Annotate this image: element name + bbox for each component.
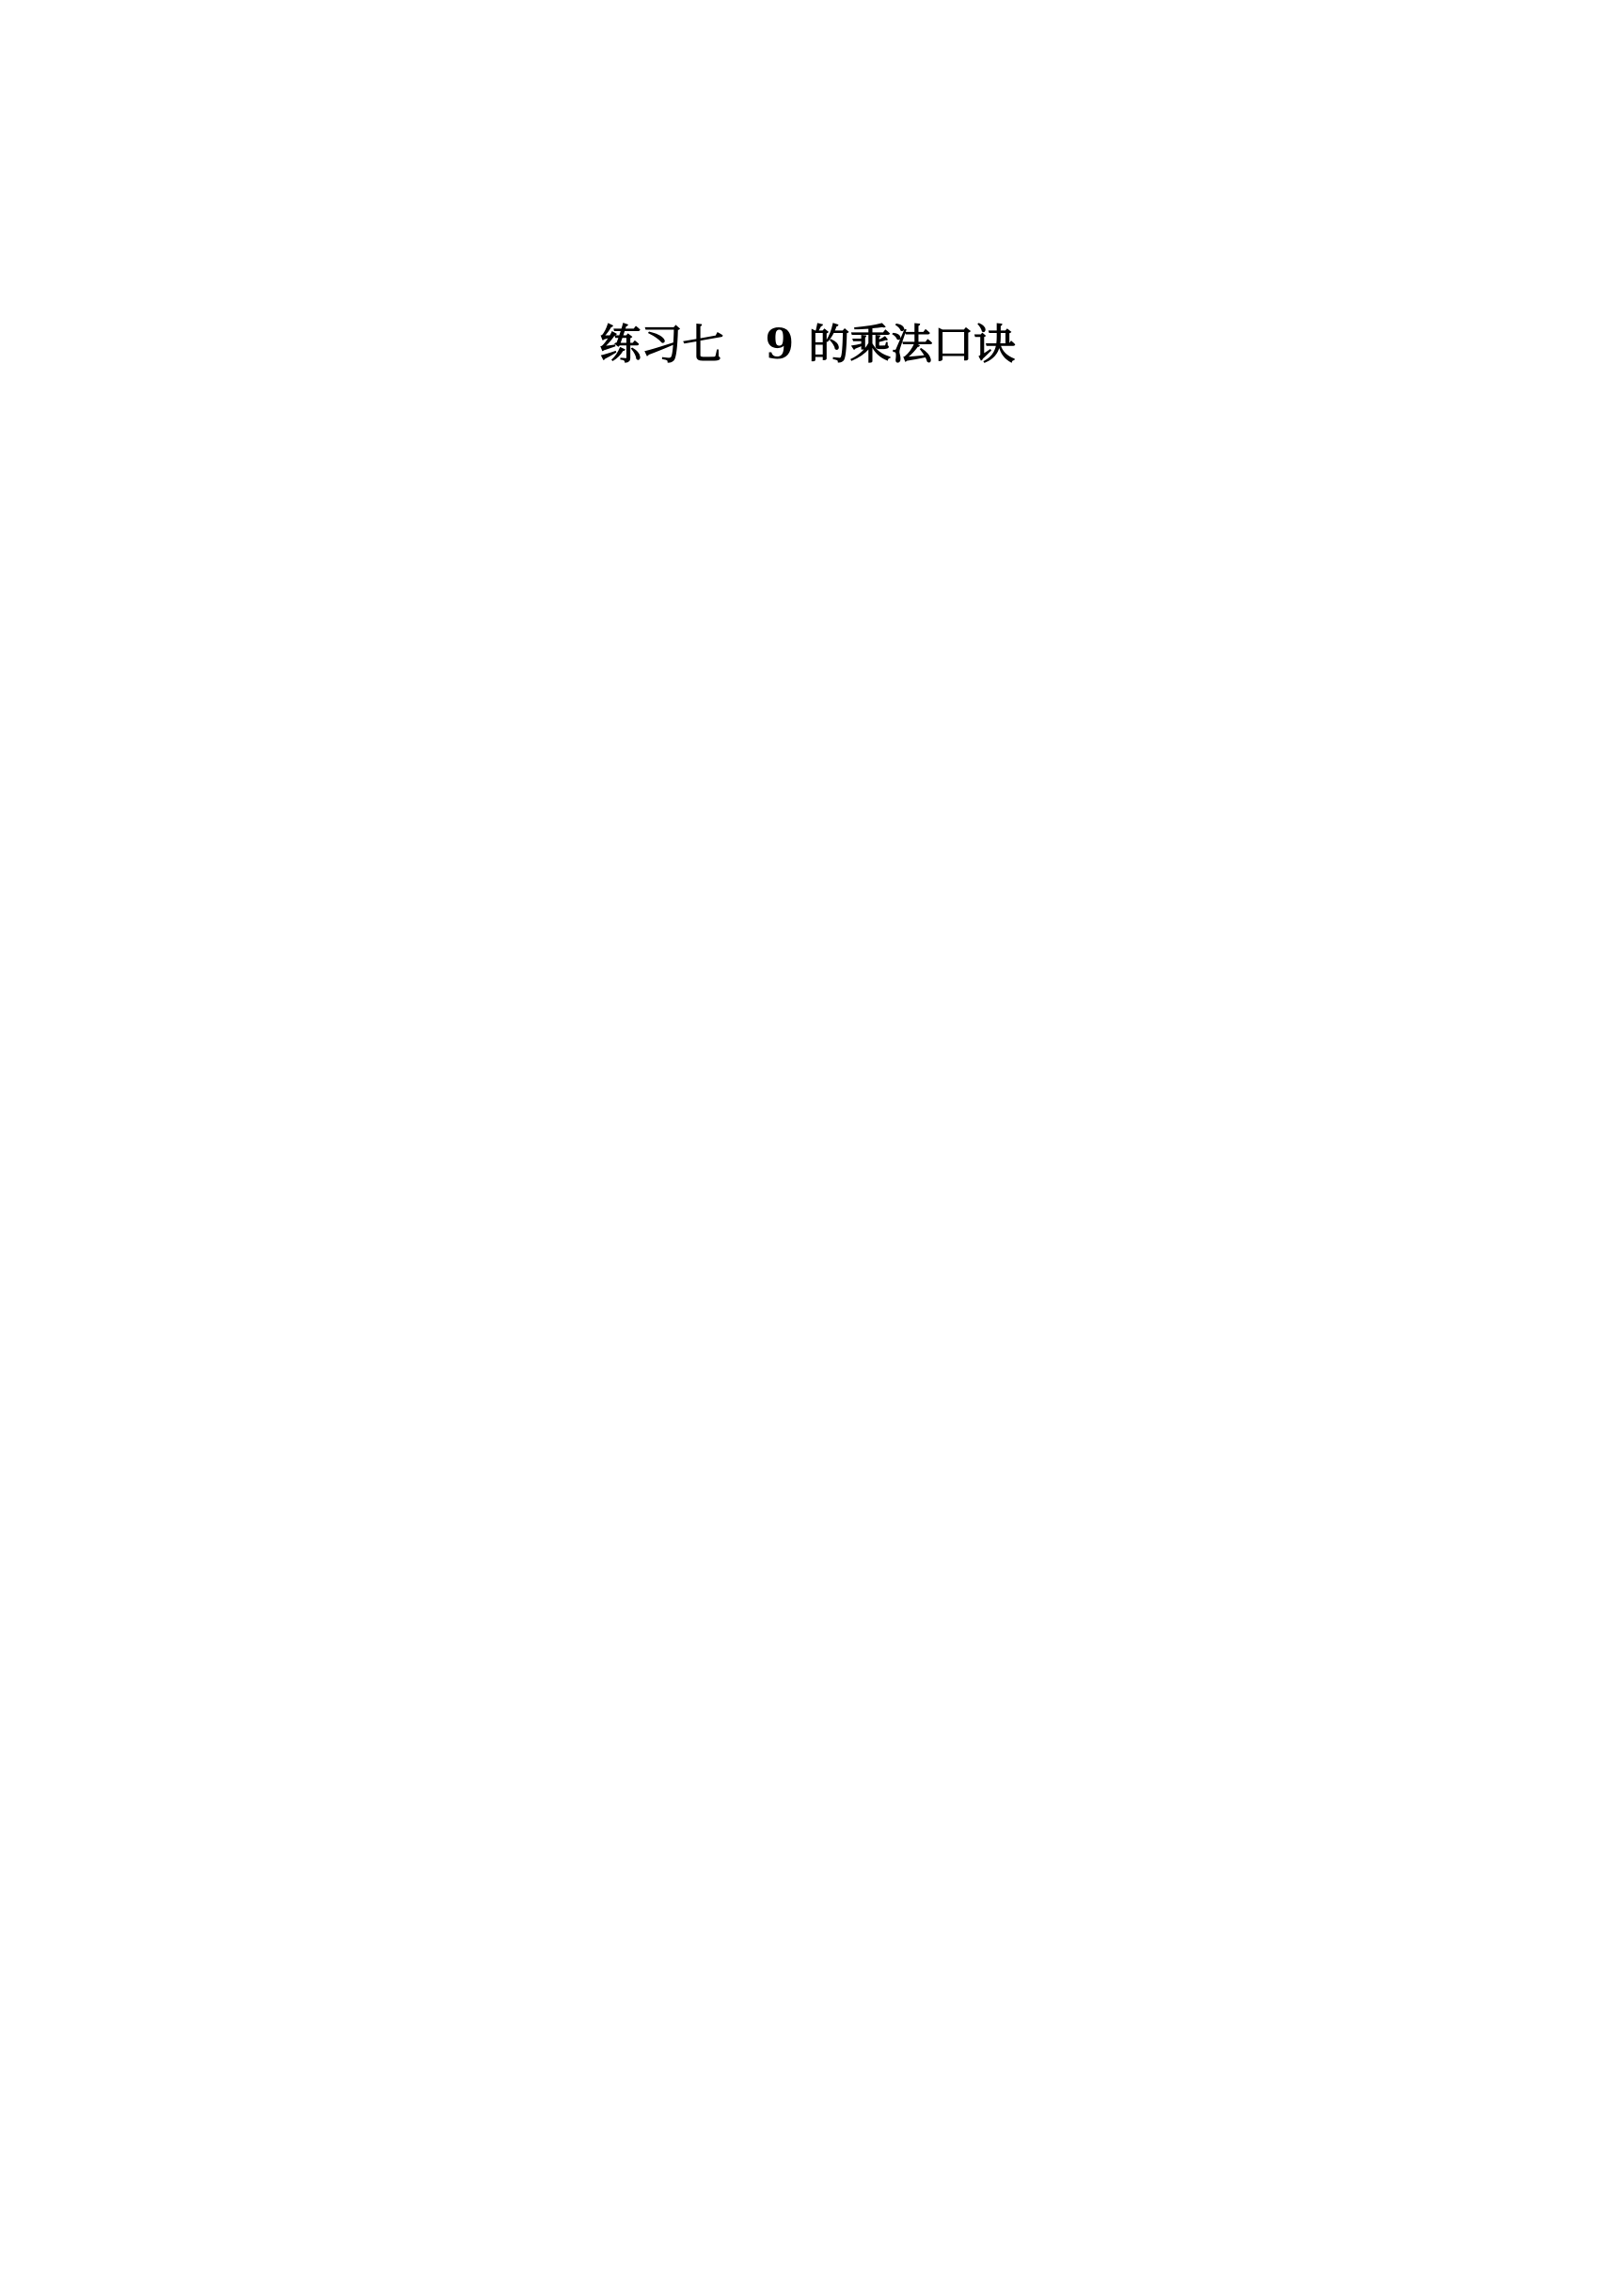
page-title: 练习七 9 的乘法口诀 [599,321,1016,369]
